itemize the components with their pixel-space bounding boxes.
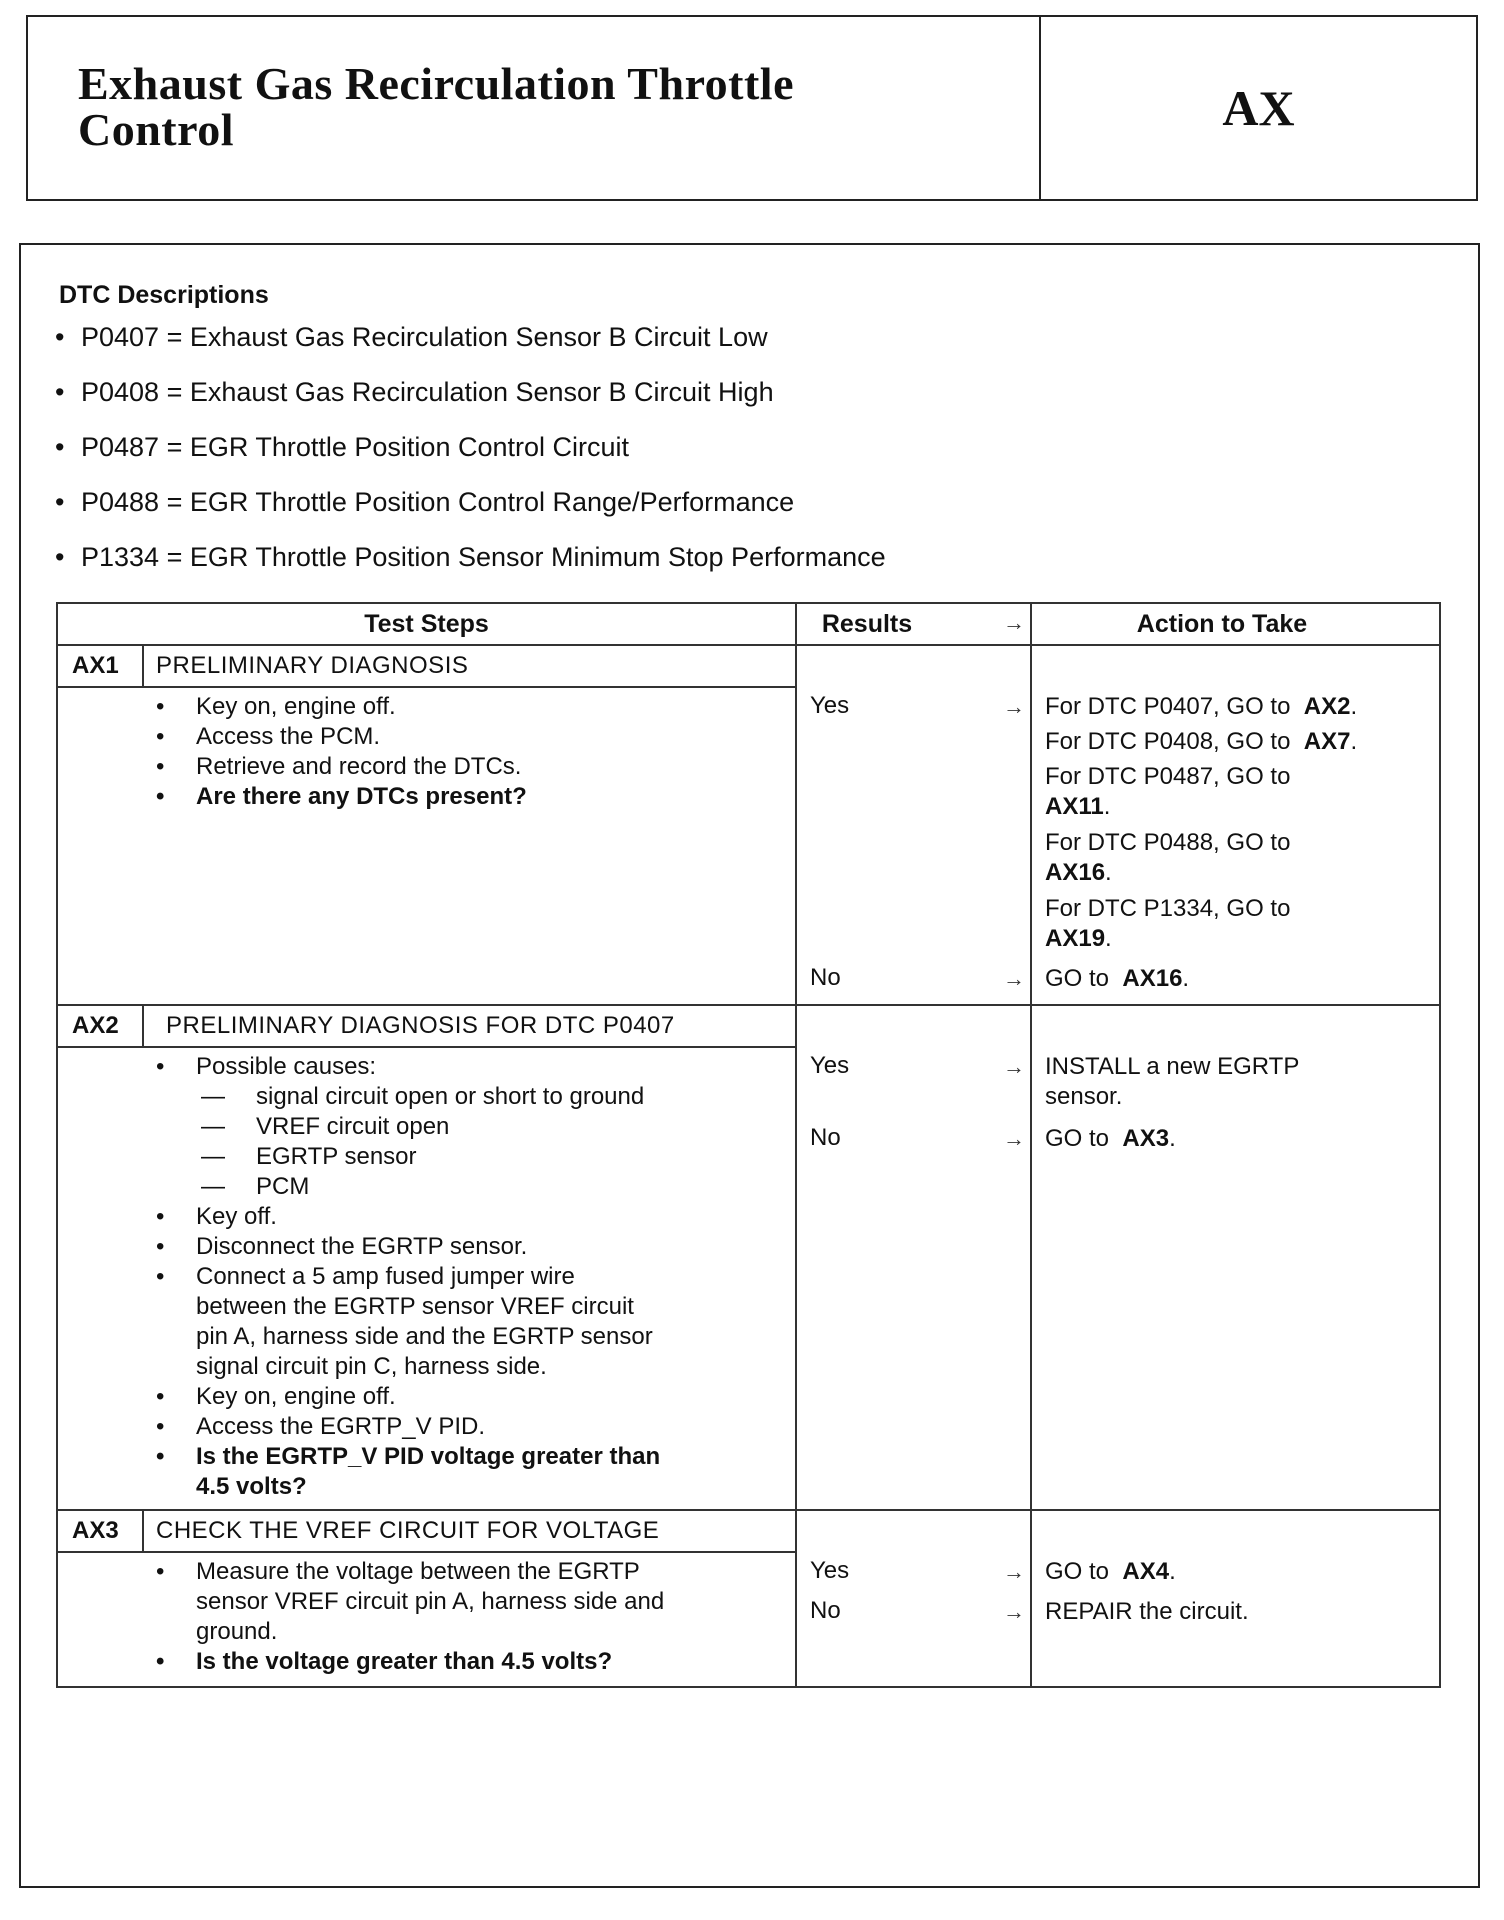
- bullet-icon: •: [156, 1383, 165, 1410]
- action-item: [1045, 894, 1290, 954]
- dtc-item-text: P1334 = EGR Throttle Position Sensor Minimum Stop Performance: [81, 542, 886, 572]
- action-text: For DTC P1334, GO to: [1045, 895, 1291, 922]
- step-text: Is the voltage greater than 4.5 volts?: [196, 1648, 613, 1675]
- row-divider: [58, 1509, 1439, 1511]
- bullet-icon: •: [156, 1443, 165, 1470]
- step-text: [196, 1557, 664, 1647]
- dtc-item-text: P0407 = Exhaust Gas Recirculation Sensor B Circuit Low: [81, 322, 768, 352]
- action-text: GO to: [1045, 1558, 1110, 1585]
- bullet-icon: •: [156, 1648, 165, 1675]
- step-text: Retrieve and record the DTCs.: [196, 753, 522, 780]
- step-text-line: signal circuit pin C, harness side.: [196, 1353, 547, 1380]
- step-title-ax1: PRELIMINARY DIAGNOSIS: [156, 652, 469, 679]
- action-ref: AX16: [1045, 859, 1106, 886]
- dash-icon: —: [201, 1143, 225, 1170]
- step-title-ax2: PRELIMINARY DIAGNOSIS FOR DTC P0407: [166, 1012, 675, 1039]
- step-text: Disconnect the EGRTP sensor.: [196, 1233, 528, 1260]
- arrow-icon: →: [1003, 1126, 1025, 1151]
- step-title-ax3: CHECK THE VREF CIRCUIT FOR VOLTAGE: [156, 1517, 660, 1544]
- main-box: [19, 243, 1480, 1888]
- cell-divider: [142, 644, 144, 686]
- cause-text: EGRTP sensor: [256, 1143, 417, 1170]
- cause-text: signal circuit open or short to ground: [256, 1083, 645, 1110]
- action-ref: AX4: [1122, 1558, 1170, 1585]
- dtc-list: [55, 319, 886, 594]
- column-divider: [795, 604, 797, 1686]
- dtc-item: [55, 429, 886, 484]
- result-no: No: [810, 1597, 841, 1624]
- step-text: Key off.: [196, 1203, 277, 1230]
- action-ref: AX3: [1122, 1125, 1170, 1152]
- arrow-icon: →: [1003, 1054, 1025, 1079]
- dtc-item-text: P0408 = Exhaust Gas Recirculation Sensor B Circuit High: [81, 377, 774, 407]
- bullet-icon: •: [156, 783, 165, 810]
- header-results: Results: [821, 609, 913, 638]
- bullet-icon: •: [156, 1263, 165, 1290]
- dash-icon: —: [201, 1173, 225, 1200]
- step-text: Possible causes:: [196, 1053, 377, 1080]
- action-end: .: [1105, 859, 1112, 886]
- step-id-ax3: AX3: [72, 1517, 119, 1544]
- result-no: No: [810, 1124, 841, 1151]
- step-text: [196, 1442, 660, 1502]
- action-item: REPAIR the circuit.: [1045, 1598, 1249, 1625]
- action-item: [1045, 727, 1357, 757]
- bullet-icon: •: [156, 723, 165, 750]
- action-item: [1045, 692, 1357, 722]
- step-text: Key on, engine off.: [196, 1383, 396, 1410]
- step-text-line: Measure the voltage between the EGRTP: [196, 1558, 640, 1585]
- step-text-line: Connect a 5 amp fused jumper wire: [196, 1263, 575, 1290]
- action-text: sensor.: [1045, 1083, 1123, 1110]
- bullet-icon: •: [55, 542, 65, 572]
- row-divider: [58, 1004, 1439, 1006]
- cause-text: PCM: [256, 1173, 310, 1200]
- section-code: AX: [1222, 80, 1295, 136]
- action-ref: AX7: [1303, 728, 1351, 755]
- page-title-line-1: Exhaust Gas Recirculation Throttle: [78, 58, 794, 109]
- result-yes: Yes: [810, 692, 850, 719]
- action-end: .: [1105, 925, 1112, 952]
- arrow-icon: →: [1003, 966, 1025, 991]
- step-text-line: between the EGRTP sensor VREF circuit: [196, 1293, 634, 1320]
- action-item: [1045, 1124, 1176, 1154]
- arrow-icon: →: [1003, 694, 1025, 719]
- result-no: No: [810, 964, 841, 991]
- step-text: Key on, engine off.: [196, 693, 396, 720]
- arrow-icon: →: [1003, 610, 1025, 635]
- action-item: [1045, 762, 1290, 822]
- action-ref: AX16: [1122, 965, 1183, 992]
- action-item: [1045, 964, 1189, 994]
- bullet-icon: •: [156, 1053, 165, 1080]
- header-test-steps: Test Steps: [364, 609, 489, 638]
- bullet-icon: •: [55, 487, 65, 517]
- result-yes: Yes: [810, 1557, 850, 1584]
- dtc-item-text: P0487 = EGR Throttle Position Control Circuit: [81, 432, 630, 462]
- bullet-icon: •: [156, 753, 165, 780]
- header-action: Action to Take: [1136, 609, 1308, 638]
- bullet-icon: •: [156, 1233, 165, 1260]
- header-box: [26, 15, 1478, 201]
- action-end: .: [1169, 1125, 1176, 1152]
- action-ref: AX19: [1045, 925, 1106, 952]
- dash-icon: —: [201, 1083, 225, 1110]
- page-title-line-2: Control: [78, 104, 234, 155]
- step-text: [196, 1262, 653, 1382]
- step-text: Access the EGRTP_V PID.: [196, 1413, 485, 1440]
- bullet-icon: •: [156, 1558, 165, 1585]
- step-id-ax2: AX2: [72, 1012, 119, 1039]
- step-text-line: 4.5 volts?: [196, 1473, 307, 1500]
- action-item: [1045, 1557, 1176, 1587]
- bullet-icon: •: [55, 322, 65, 352]
- column-divider: [1030, 604, 1032, 1686]
- cause-text: VREF circuit open: [256, 1113, 450, 1140]
- dtc-item-text: P0488 = EGR Throttle Position Control Range/Performance: [81, 487, 795, 517]
- dtc-item: [55, 374, 886, 429]
- dtc-heading: DTC Descriptions: [59, 281, 269, 309]
- action-item: [1045, 1052, 1299, 1112]
- result-yes: Yes: [810, 1052, 850, 1079]
- action-text: GO to: [1045, 965, 1110, 992]
- dtc-item: [55, 484, 886, 539]
- row-divider: [58, 1551, 795, 1553]
- bullet-icon: •: [156, 1203, 165, 1230]
- action-end: .: [1182, 965, 1190, 992]
- step-text-line: pin A, harness side and the EGRTP sensor: [196, 1323, 653, 1350]
- action-text: GO to: [1045, 1125, 1110, 1152]
- action-text: For DTC P0487, GO to: [1045, 763, 1291, 790]
- cell-divider: [142, 1509, 144, 1551]
- action-ref: AX2: [1303, 693, 1351, 720]
- action-item: [1045, 828, 1290, 888]
- action-end: .: [1350, 728, 1358, 755]
- bullet-icon: •: [156, 1413, 165, 1440]
- cell-divider: [142, 1004, 144, 1046]
- action-text: For DTC P0488, GO to: [1045, 829, 1291, 856]
- action-text: For DTC P0408, GO to: [1045, 728, 1291, 755]
- action-text: INSTALL a new EGRTP: [1045, 1053, 1300, 1080]
- action-end: .: [1103, 793, 1111, 820]
- bullet-icon: •: [156, 693, 165, 720]
- bullet-icon: •: [55, 377, 65, 407]
- step-text-line: Is the EGRTP_V PID voltage greater than: [196, 1443, 661, 1470]
- dtc-item: [55, 319, 886, 374]
- action-text: For DTC P0407, GO to: [1045, 693, 1291, 720]
- row-divider: [58, 686, 795, 688]
- row-divider: [58, 644, 1439, 646]
- step-id-ax1: AX1: [72, 652, 119, 679]
- step-text-line: sensor VREF circuit pin A, harness side and: [196, 1588, 665, 1615]
- bullet-icon: •: [55, 432, 65, 462]
- arrow-icon: →: [1003, 1559, 1025, 1584]
- step-text: Access the PCM.: [196, 723, 381, 750]
- arrow-icon: →: [1003, 1599, 1025, 1624]
- step-text-line: ground.: [196, 1618, 278, 1645]
- action-ref: AX11: [1045, 793, 1104, 820]
- row-divider: [58, 1046, 795, 1048]
- action-end: .: [1169, 1558, 1176, 1585]
- action-end: .: [1350, 693, 1358, 720]
- page-title: [78, 58, 1008, 155]
- dtc-item: [55, 539, 886, 594]
- test-steps-table: [56, 602, 1441, 1688]
- step-text: Are there any DTCs present?: [196, 783, 527, 810]
- dash-icon: —: [201, 1113, 225, 1140]
